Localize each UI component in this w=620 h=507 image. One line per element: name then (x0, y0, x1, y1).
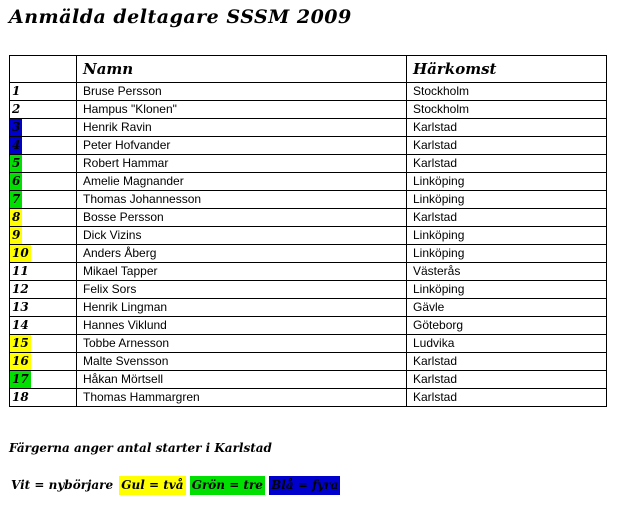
row-number: 7 (12, 192, 21, 206)
row-number-cell (10, 245, 77, 263)
table-row (10, 137, 607, 155)
table-row (10, 245, 607, 263)
row-name: Henrik Ravin (77, 119, 407, 137)
table-row (10, 101, 607, 119)
row-number-cell (10, 335, 77, 353)
table-row (10, 371, 607, 389)
row-name: Bruse Persson (77, 83, 407, 101)
row-number: 11 (12, 264, 29, 278)
legend-white: Vit = nybörjare (11, 478, 114, 492)
row-origin: Karlstad (407, 137, 607, 155)
row-name: Hampus "Klonen" (77, 101, 407, 119)
row-name: Malte Svensson (77, 353, 407, 371)
row-origin: Karlstad (407, 155, 607, 173)
row-name: Henrik Lingman (77, 299, 407, 317)
row-origin: Linköping (407, 227, 607, 245)
table-row (10, 281, 607, 299)
row-number: 18 (12, 390, 29, 404)
legend-blue: Blå = fyra (269, 476, 340, 495)
row-number: 17 (12, 372, 29, 386)
row-number-cell (10, 317, 77, 335)
table-row (10, 299, 607, 317)
legend-green: Grön = tre (190, 476, 265, 495)
table-header-row (10, 56, 607, 83)
table-row (10, 173, 607, 191)
table-row (10, 389, 607, 407)
row-number: 5 (12, 156, 21, 170)
row-number-cell (10, 137, 77, 155)
row-number: 3 (12, 120, 21, 134)
row-origin: Ludvika (407, 335, 607, 353)
row-number-cell (10, 173, 77, 191)
row-name: Tobbe Arnesson (77, 335, 407, 353)
row-number-cell (10, 101, 77, 119)
row-name: Thomas Hammargren (77, 389, 407, 407)
row-origin: Karlstad (407, 353, 607, 371)
row-name: Bosse Persson (77, 209, 407, 227)
row-origin: Karlstad (407, 209, 607, 227)
row-name: Peter Hofvander (77, 137, 407, 155)
row-origin: Göteborg (407, 317, 607, 335)
row-number: 16 (12, 354, 29, 368)
row-origin: Karlstad (407, 389, 607, 407)
row-origin: Karlstad (407, 119, 607, 137)
row-number: 2 (12, 102, 21, 116)
row-origin: Stockholm (407, 101, 607, 119)
row-number: 1 (12, 84, 21, 98)
row-number-cell (10, 83, 77, 101)
row-number: 9 (12, 228, 21, 242)
table-row (10, 317, 607, 335)
row-number: 15 (12, 336, 29, 350)
participants-table (9, 55, 607, 407)
table-row (10, 119, 607, 137)
row-number-cell (10, 119, 77, 137)
table-row (10, 155, 607, 173)
row-number-cell (10, 353, 77, 371)
row-name: Mikael Tapper (77, 263, 407, 281)
row-name: Hannes Viklund (77, 317, 407, 335)
row-number-cell (10, 371, 77, 389)
row-origin: Linköping (407, 245, 607, 263)
row-number-cell (10, 227, 77, 245)
row-name: Dick Vizins (77, 227, 407, 245)
row-origin: Karlstad (407, 371, 607, 389)
table-row (10, 263, 607, 281)
row-number: 10 (12, 246, 29, 260)
row-number: 13 (12, 300, 29, 314)
legend-yellow: Gul = två (119, 476, 185, 495)
row-number-cell (10, 299, 77, 317)
row-name: Anders Åberg (77, 245, 407, 263)
row-number: 8 (12, 210, 21, 224)
table-row (10, 335, 607, 353)
row-origin: Gävle (407, 299, 607, 317)
row-name: Felix Sors (77, 281, 407, 299)
header-number (10, 56, 77, 83)
row-name: Robert Hammar (77, 155, 407, 173)
table-row (10, 209, 607, 227)
row-number: 12 (12, 282, 29, 296)
table-row (10, 353, 607, 371)
row-number-cell (10, 191, 77, 209)
row-number: 6 (12, 174, 21, 188)
row-name: Håkan Mörtsell (77, 371, 407, 389)
row-origin: Linköping (407, 281, 607, 299)
header-origin: Härkomst (407, 56, 607, 83)
color-legend (9, 476, 340, 495)
table-row (10, 83, 607, 101)
row-number-cell (10, 155, 77, 173)
row-number: 14 (12, 318, 29, 332)
row-name: Amelie Magnander (77, 173, 407, 191)
row-origin: Västerås (407, 263, 607, 281)
header-name: Namn (77, 56, 407, 83)
row-number-cell (10, 389, 77, 407)
row-number-cell (10, 263, 77, 281)
page-title: Anmälda deltagare SSSM 2009 (9, 6, 352, 28)
row-origin: Linköping (407, 173, 607, 191)
table-row (10, 191, 607, 209)
table-row (10, 227, 607, 245)
row-name: Thomas Johannesson (77, 191, 407, 209)
row-number: 4 (12, 138, 21, 152)
row-origin: Stockholm (407, 83, 607, 101)
row-number-cell (10, 209, 77, 227)
row-number-cell (10, 281, 77, 299)
row-origin: Linköping (407, 191, 607, 209)
color-note: Färgerna anger antal starter i Karlstad (9, 441, 272, 455)
